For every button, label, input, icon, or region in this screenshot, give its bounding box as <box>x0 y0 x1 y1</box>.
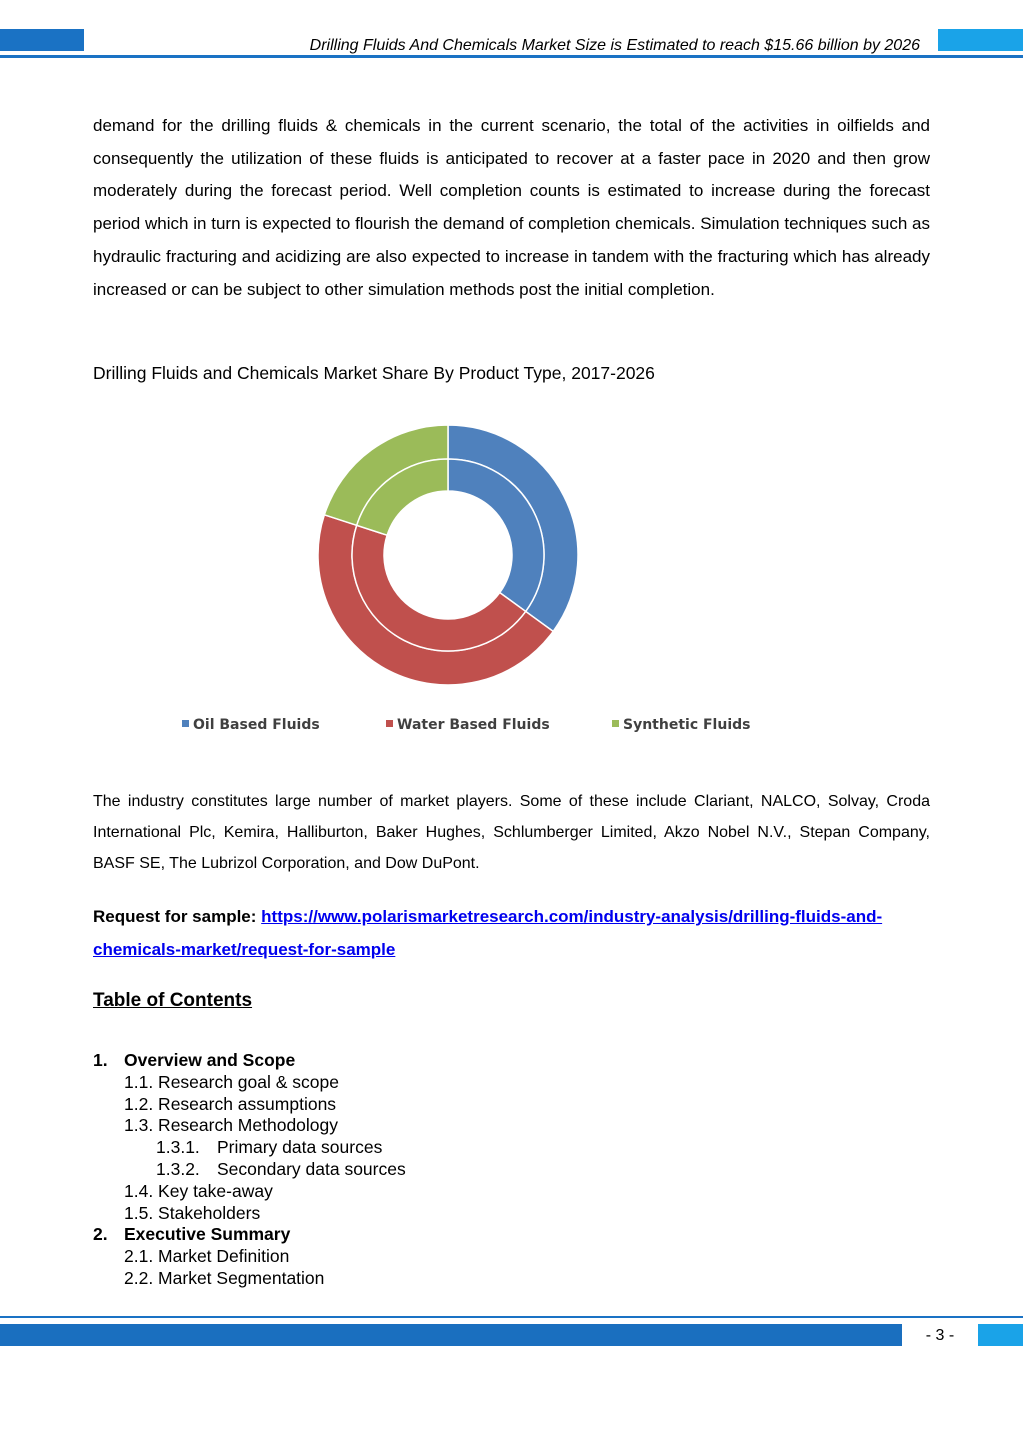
legend-swatch <box>612 720 619 727</box>
toc-list <box>93 1050 406 1290</box>
page-number: - 3 - <box>925 1327 955 1344</box>
toc-item <box>93 1072 406 1094</box>
toc-title: Table of Contents <box>93 990 253 1011</box>
legend-label: Synthetic Fluids <box>623 717 751 733</box>
legend-swatch <box>182 720 189 727</box>
toc-item-text: 2.2. Market Segmentation <box>124 1267 325 1288</box>
toc-item-text: Overview and Scope <box>124 1050 296 1070</box>
toc-item <box>93 1137 406 1159</box>
footer-left-bar <box>0 1324 902 1346</box>
toc-item <box>93 1203 406 1225</box>
doughnut-chart <box>0 410 1023 750</box>
toc-item-text: Secondary data sources <box>217 1158 406 1179</box>
toc-item <box>93 1246 406 1268</box>
request-label: Request for sample: <box>93 907 257 926</box>
request-sample <box>93 900 933 966</box>
header-right-bar <box>938 29 1023 51</box>
footer-rule <box>0 1316 1023 1318</box>
toc-item-text: Primary data sources <box>217 1137 383 1158</box>
toc-number: 1.3.1. <box>156 1137 200 1158</box>
toc-item <box>93 1181 406 1203</box>
toc-item <box>93 1050 406 1072</box>
chart-legend <box>182 717 750 733</box>
header-rule <box>0 55 1023 58</box>
toc-item-text: 1.2. Research assumptions <box>124 1093 337 1114</box>
toc-item <box>93 1268 406 1290</box>
toc-item <box>93 1094 406 1116</box>
toc-item-text: 1.5. Stakeholders <box>124 1202 261 1223</box>
toc-item <box>93 1224 406 1246</box>
toc-item <box>93 1115 406 1137</box>
header-title: Drilling Fluids And Chemicals Market Size is Estimated to reach $15.66 billion by 2026 <box>309 37 920 54</box>
footer-right-bar <box>978 1324 1023 1346</box>
toc-item-text: Executive Summary <box>124 1224 291 1245</box>
legend-label: Water Based Fluids <box>397 717 550 733</box>
figure-title: Drilling Fluids and Chemicals Market Share By Product Type, 2017-2026 <box>93 363 655 383</box>
legend-label: Oil Based Fluids <box>193 717 320 733</box>
body-paragraph-2: The industry constitutes large number of market players. Some of these include Clariant, NALCO, Solvay, Croda International Plc, Kemira, Halliburton, Baker Hughes, Schlumberger Limited, Akzo Nobel N.V., Stepan Company, BASF SE, The Lubrizol Corporation, and Dow DuPont. <box>93 793 930 872</box>
toc-item-text: 1.4. Key take-away <box>124 1180 273 1201</box>
toc-item-text: 1.3. Research Methodology <box>124 1115 339 1136</box>
toc-number: 1. <box>93 1050 108 1070</box>
toc-item-text: 1.1. Research goal & scope <box>124 1071 339 1092</box>
toc-number: 1.3.2. <box>156 1158 200 1179</box>
toc-item <box>93 1159 406 1181</box>
chart-rings <box>318 425 578 685</box>
legend-swatch <box>386 720 393 727</box>
toc-item-text: 2.1. Market Definition <box>124 1246 290 1267</box>
request-sample-link[interactable]: https://www.polarismarketresearch.com/industry-analysis/drilling-fluids-and-chemicals-market/request-for-sample <box>93 907 883 959</box>
toc-number: 2. <box>93 1224 108 1245</box>
body-paragraph-1: demand for the drilling fluids & chemicals in the current scenario, the total of the activities in oilfields and consequently the utilization of these fluids is anticipated to recover at a faster pace in 2020 and then grow moderately during the forecast period. Well completion counts is estimated to increase during the forecast period which in turn is expected to flourish the demand of completion chemicals. Simulation techniques such as hydraulic fracturing and acidizing are also expected to increase in tandem with the fracturing which has already increased or can be subject to other simulation methods post the initial completion. <box>93 116 930 299</box>
